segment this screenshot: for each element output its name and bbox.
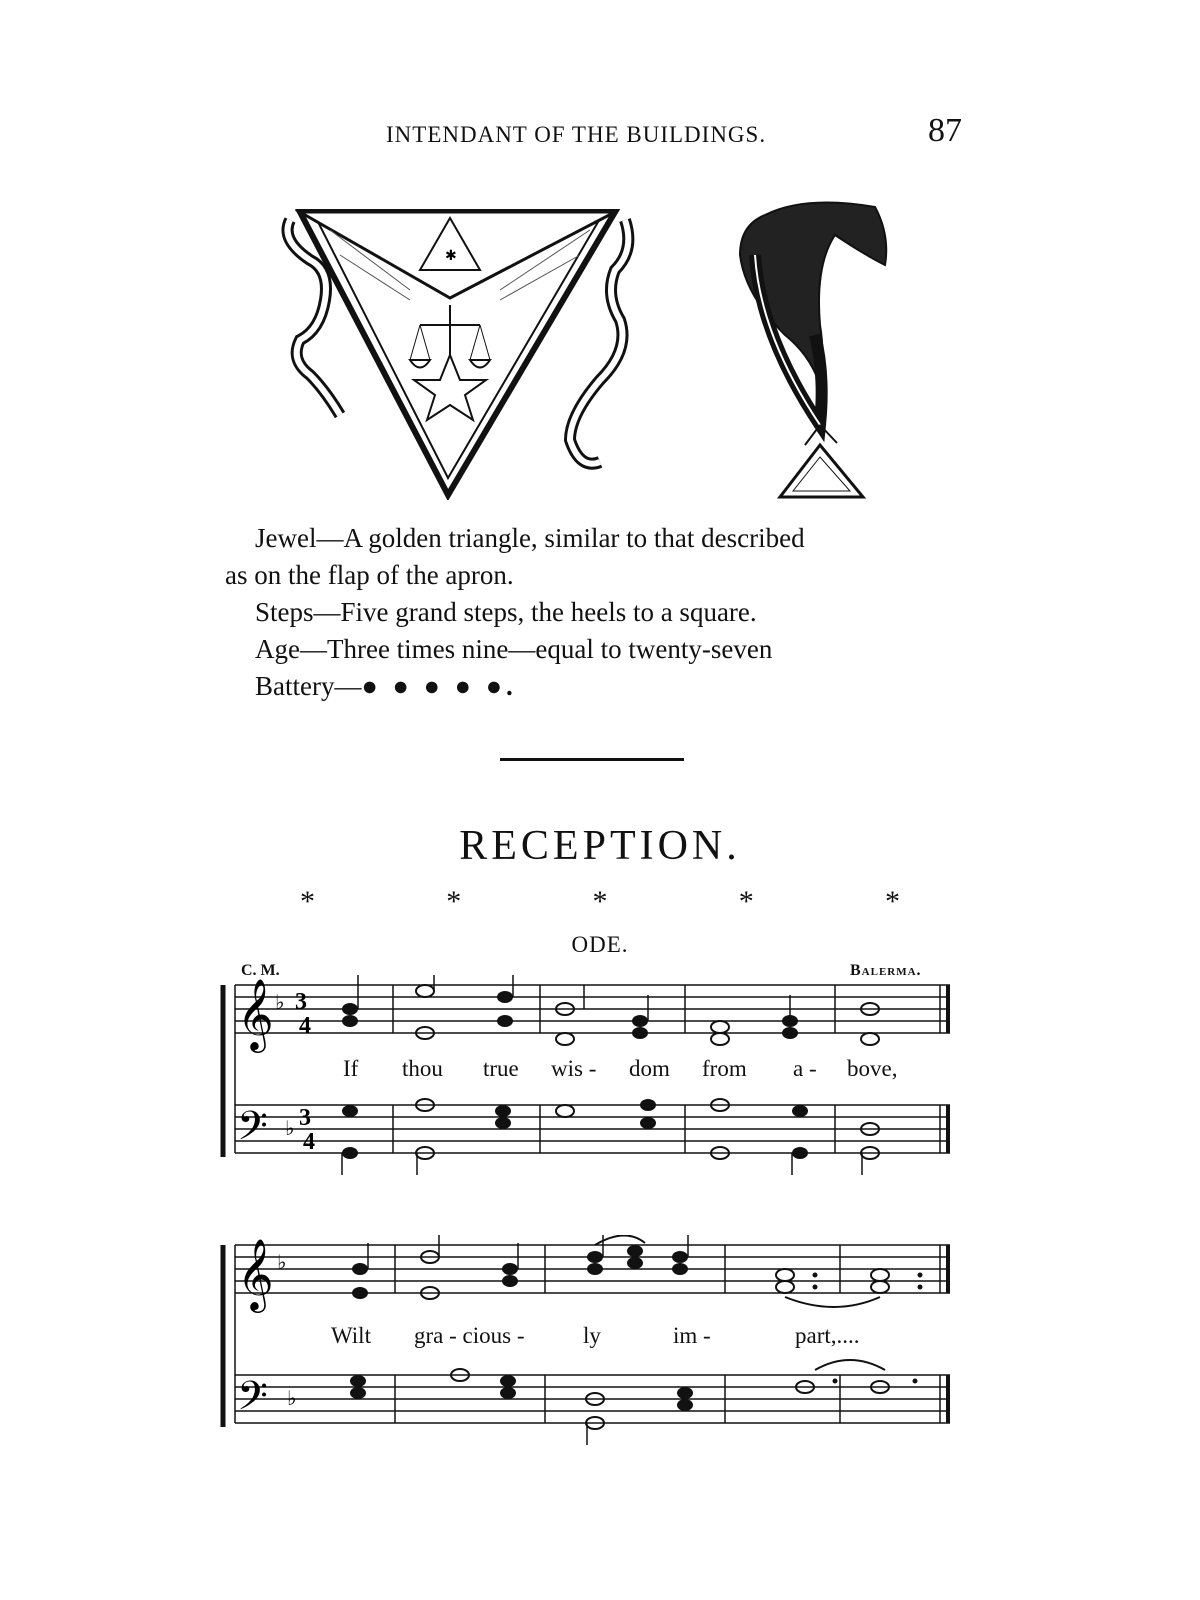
star-2: * — [446, 885, 462, 918]
lyric-1-from: from — [702, 1056, 747, 1081]
steps-line: Steps—Five grand steps, the heels to a square. — [255, 597, 757, 627]
svg-text:𝄢: 𝄢 — [237, 1103, 268, 1159]
battery-label: Battery— — [255, 671, 362, 701]
lyric-1-dom: dom — [629, 1056, 670, 1081]
meter-label: C. M. — [241, 962, 280, 979]
lyric-2-ly: ly — [583, 1323, 601, 1348]
apron-illustration — [270, 200, 650, 500]
age-line: Age—Three times nine—equal to twenty-seven — [255, 634, 773, 664]
battery-line — [225, 668, 965, 705]
lyric-1-wis: wis - — [551, 1056, 597, 1081]
lyric-1-if: If — [343, 1056, 359, 1081]
svg-text:𝄞: 𝄞 — [237, 1237, 274, 1310]
svg-text:✱: ✱ — [445, 248, 457, 264]
jewel-line: Jewel—A golden triangle, similar to that described — [255, 523, 805, 553]
lyric-1-true: true — [483, 1056, 519, 1081]
collar-illustration — [725, 195, 895, 505]
star-5: * — [885, 885, 900, 918]
svg-text:3: 3 — [295, 989, 307, 1015]
tune-name: Balerma. — [850, 962, 922, 979]
degree-description — [225, 520, 965, 705]
svg-text:♭: ♭ — [287, 1386, 297, 1410]
svg-text:4: 4 — [303, 1129, 315, 1155]
svg-text:♭: ♭ — [277, 1250, 287, 1274]
lyric-2-part: part,.... — [795, 1323, 860, 1348]
asterism — [300, 885, 900, 919]
svg-text:♭: ♭ — [275, 990, 285, 1014]
jewel-continuation: as on the flap of the apron. — [225, 560, 514, 590]
lyric-1-bove: bove, — [847, 1056, 898, 1081]
lyric-1-a: a - — [793, 1056, 817, 1081]
svg-text:♭: ♭ — [285, 1116, 295, 1140]
star-1: * — [300, 885, 315, 918]
lyric-2-graciously: gra - cious - — [414, 1323, 525, 1348]
svg-text:3: 3 — [299, 1105, 311, 1131]
star-4: * — [738, 885, 754, 918]
section-title: RECEPTION. — [459, 823, 741, 869]
svg-text:𝄢: 𝄢 — [237, 1373, 268, 1429]
page-header — [0, 112, 1200, 152]
running-head: INTENDANT OF THE BUILDINGS. — [386, 122, 767, 147]
section-divider — [500, 758, 684, 761]
lyric-2-wilt: Wilt — [331, 1323, 371, 1348]
page-number: 87 — [928, 112, 962, 149]
svg-text:𝄞: 𝄞 — [237, 977, 274, 1050]
battery-dots: ● ● ● ● ●. — [361, 671, 517, 701]
lyric-1-thou: thou — [402, 1056, 443, 1081]
lyric-2-im: im - — [673, 1323, 711, 1348]
ode-heading: ODE. — [571, 932, 629, 957]
star-3: * — [592, 885, 608, 918]
svg-text:4: 4 — [299, 1013, 311, 1039]
